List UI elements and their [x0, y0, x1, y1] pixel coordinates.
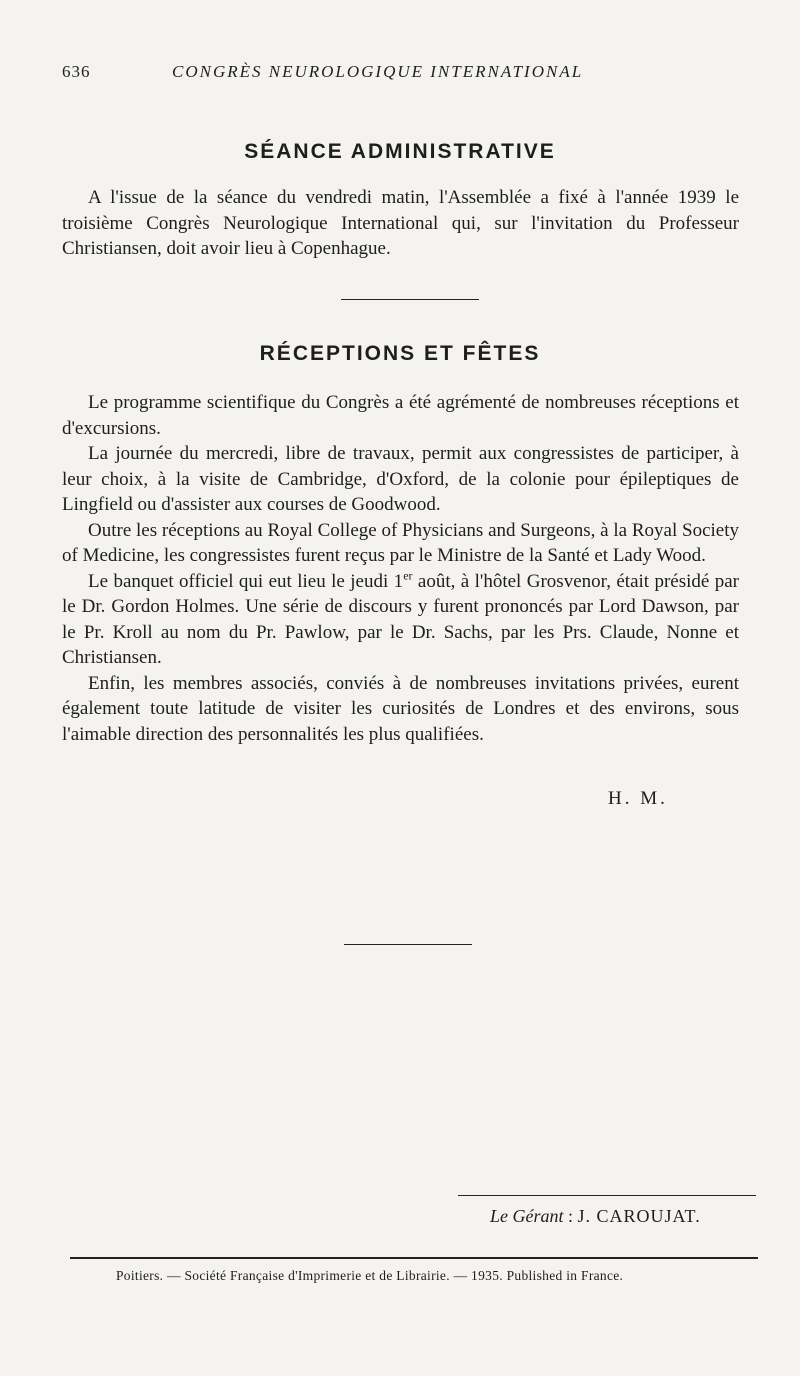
- receptions-paragraph-2: La journée du mercredi, libre de travaux, permit aux congressistes de participer, à leur choix, à la visite de Cambridge, d'Oxford, de la colonie pour épileptiques de Lingfield ou d'assister aux courses de Goodwood.: [62, 443, 739, 515]
- gerant-label: Le Gérant: [490, 1206, 564, 1226]
- banquet-text-end: août, à l'hôtel Grosvenor, était présidé par le Dr. Gordon Holmes. Une série de discours y furent prononcés par Lord Dawson, par le Pr. Kroll au nom du Pr. Pawlow, par le Dr. Sachs, par les Prs. Claude, Nonne et Christiansen.: [62, 570, 740, 668]
- footer-rule: [70, 1257, 758, 1259]
- page-number: 636: [62, 62, 91, 81]
- seance-text: [62, 185, 739, 262]
- gerant-rule: [458, 1195, 756, 1196]
- author-initials: H. M.: [608, 788, 668, 809]
- running-head: [62, 62, 742, 84]
- gerant-separator: :: [563, 1206, 578, 1226]
- receptions-paragraph-1: Le programme scientifique du Congrès a été agrémenté de nombreuses réceptions et d'excursions.: [62, 392, 739, 439]
- seance-paragraph: A l'issue de la séance du vendredi matin, l'Assemblée a fixé à l'année 1939 le troisième Congrès Neurologique International qui, sur l'invitation du Professeur Christiansen, doit avoir lieu à Copenhague.: [62, 187, 739, 259]
- section-heading-receptions: RÉCEPTIONS ET FÊTES: [259, 342, 541, 365]
- section-divider: [341, 299, 479, 300]
- receptions-paragraph-5: Enfin, les membres associés, conviés à de nombreuses invitations privées, eurent également toute latitude de visiter les curiosités de Londres et des environs, sous l'aimable direction des personnalités les plus qualifiées.: [62, 672, 739, 745]
- journal-title: CONGRÈS NEUROLOGIQUE INTERNATIONAL: [172, 62, 584, 81]
- banquet-text-start: Le banquet officiel qui eut lieu le jeudi 1: [88, 570, 404, 592]
- receptions-paragraph-3: Outre les réceptions au Royal College of Physicians and Surgeons, à la Royal Society of Medicine, les congressistes furent reçus par le Ministre de la Santé et Lady Wood.: [62, 519, 739, 566]
- receptions-paragraph-4: [62, 569, 739, 671]
- end-divider: [344, 944, 472, 945]
- ordinal-superscript: er: [403, 568, 413, 583]
- gerant-line: [490, 1206, 701, 1227]
- receptions-text: [62, 390, 739, 747]
- section-heading-seance: SÉANCE ADMINISTRATIVE: [244, 140, 556, 163]
- gerant-name: J. CAROUJAT.: [577, 1206, 701, 1226]
- printer-footer: Poitiers. — Société Française d'Imprimerie et de Librairie. — 1935. Published in France.: [116, 1268, 624, 1283]
